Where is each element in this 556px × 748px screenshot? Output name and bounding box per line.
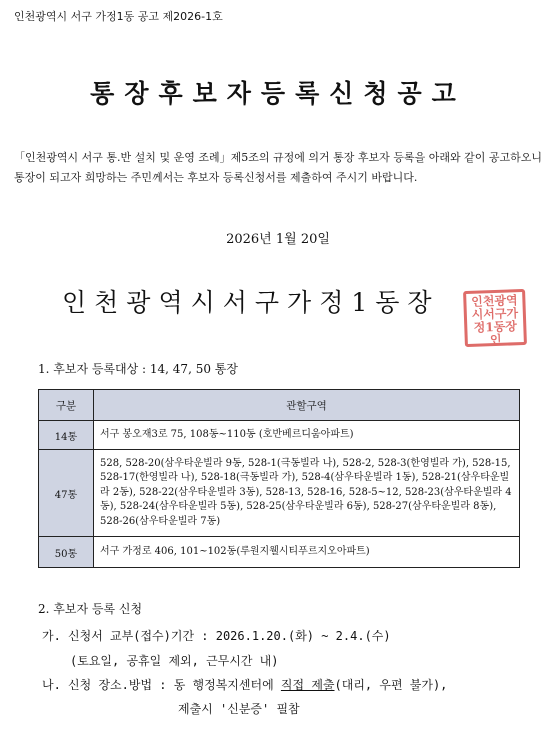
district-table — [38, 389, 520, 568]
table-row — [39, 537, 520, 568]
page-title: 통장후보자등록신청공고 — [90, 79, 466, 108]
method-suffix: (대리, 우편 불가), — [334, 678, 448, 692]
table-cell-key: 50통 — [39, 537, 94, 568]
application-period-note: (토요일, 공휴일 제외, 근무시간 내) — [70, 654, 279, 668]
table-cell-key: 47통 — [39, 450, 94, 537]
intro-paragraph: 「인천광역시 서구 통.반 설치 및 운영 조례」제5조의 규정에 의거 통장 후보자 등록을 아래와 같이 공고하오니 통장이 되고자 희망하는 주민께서는 후보자 등록신청서를 제출하여 주시기 바랍니다. — [14, 151, 542, 184]
method-prefix: 나. 신청 장소.방법 : 동 행정복지센터에 — [42, 678, 281, 692]
column-header-area: 관할구역 — [94, 390, 520, 421]
application-method — [42, 676, 447, 693]
table-cell-value: 서구 가정로 406, 101~102동(루원지웰시티푸르지오아파트) — [94, 537, 520, 568]
table-cell-value: 서구 봉오재3로 75, 108동~110동 (호반베르디움아파트) — [94, 421, 520, 450]
method-emphasis: 직접 제출 — [280, 678, 335, 692]
table-header-row — [39, 390, 520, 421]
table-row — [39, 450, 520, 537]
notice-reference: 인천광역시 서구 가정1동 공고 제2026-1호 — [14, 10, 223, 23]
section2-heading: 2. 후보자 등록 신청 — [38, 602, 143, 616]
official-seal — [463, 289, 527, 347]
seal-text: 인천광역시서구가정1동장인 — [470, 293, 519, 348]
column-header-category: 구분 — [39, 390, 94, 421]
issuer-name: 인천광역시서구가정1동장 — [62, 288, 440, 317]
application-method-note: 제출시 '신분증' 필참 — [178, 702, 300, 716]
application-period: 가. 신청서 교부(접수)기간 : 2026.1.20.(화) ~ 2.4.(수) — [42, 629, 391, 643]
table-cell-value: 528, 528-20(삼우타운빌라 9동, 528-1(극동빌라 나), 528-2, 528-3(한영빌라 가), 528-15, 528-17(한영빌라 나), 528-18(극동빌라 가), 528-4(삼우타운빌라 1동), 528-21(삼우타운빌라 2동), 528-22(삼우타운빌라 3동), 528-13, 528-16, 528-5~12, 528-23(삼우타운빌라 4동), 528-24(삼우타운빌라 5동), 528-25(삼우타운빌라 6동), 528-27(삼우타운빌라 8동), 528-26(삼우타운빌라 7동) — [94, 450, 520, 537]
table-row — [39, 421, 520, 450]
table-cell-key: 14통 — [39, 421, 94, 450]
section1-heading: 1. 후보자 등록대상 : 14, 47, 50 통장 — [38, 362, 238, 376]
notice-date: 2026년 1월 20일 — [226, 232, 330, 247]
